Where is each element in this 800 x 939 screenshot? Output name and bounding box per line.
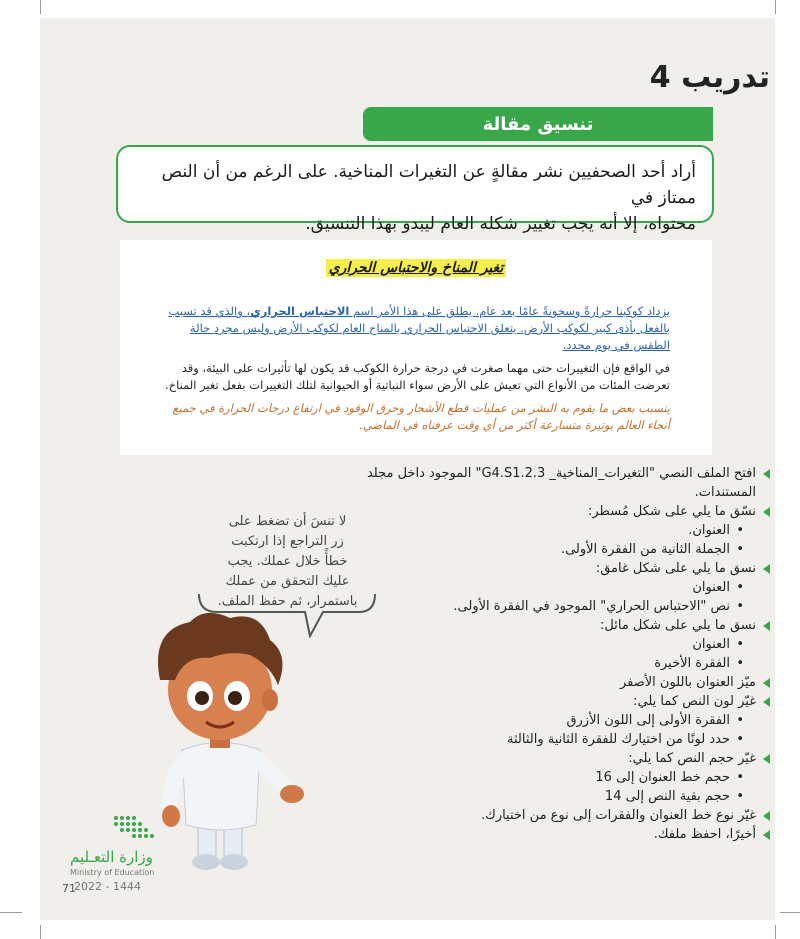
- crop-mark: [775, 0, 776, 14]
- crop-mark: [40, 925, 41, 939]
- sub-item: • حدد لونًا من اختيارك للفقرة الثانية والثالثة: [350, 730, 770, 749]
- step-item: ميّز العنوان باللون الأصفر: [350, 673, 770, 692]
- article-paragraph-3: يتسبب بعض ما يقوم به البشر من عمليات قطع الأشجار وحرق الوقود في ارتفاع درجات الحرارة في جميع أنحاء العالم بوتيرة متسارعة أكثر من أي وقت عرفناه في الماضي.: [172, 401, 670, 432]
- crop-mark: [780, 912, 800, 913]
- section-banner: تنسيق مقالة: [363, 107, 713, 141]
- step-item: نسق ما يلي على شكل مائل:: [350, 616, 770, 635]
- sub-item: • حجم بقية النص إلى 14: [350, 787, 770, 806]
- ministry-logo-arabic: وزارة التعـليم: [70, 848, 153, 866]
- sub-item: • الفقرة الأولى إلى اللون الأزرق: [350, 711, 770, 730]
- p1-part-b: ، والذي قد تسبب بالفعل بأذى كبير لكوكب الأرض.: [168, 304, 670, 335]
- page-number: 71: [62, 882, 76, 895]
- p1-part-a: يزداد كوكبنا حرارةً وسخونةً عامًا بعد عام. يطلق على هذا الأمر اسم: [349, 304, 670, 318]
- crop-mark: [775, 925, 776, 939]
- step-item: نسّق ما يلي على شكل مُسطر:: [350, 502, 770, 521]
- sub-item: • الجملة الثانية من الفقرة الأولى.: [350, 540, 770, 559]
- intro-box: [116, 145, 714, 234]
- sub-item: • حجم خط العنوان إلى 16: [350, 768, 770, 787]
- bubble-line: زر التراجع إذا ارتكبت: [231, 534, 344, 549]
- ministry-logo-icon: [110, 810, 170, 846]
- bubble-line: خطأً خلال عملك. يجب: [227, 554, 348, 569]
- article-title: تغير المناخ والاحتباس الحراري: [326, 259, 507, 277]
- article-sample: [120, 240, 712, 455]
- ministry-logo-year: 2022 - 1444: [74, 880, 141, 893]
- page-title: تدريب 4: [649, 60, 770, 95]
- step-item: افتح الملف النصي "التغيرات_المناخية_ G4.S1.2.3" الموجود داخل مجلد المستندات.: [350, 464, 770, 502]
- sub-item: • العنوان: [350, 578, 770, 597]
- article-title-wrap: [162, 260, 670, 277]
- p1-part-c: يتعلق الاحتباس الحراري بالمناخ العام لكوكب الأرض وليس مجرد حالة الطقس في يوم محدد.: [189, 321, 670, 352]
- sub-item: • العنوان.: [350, 521, 770, 540]
- sub-item: • نص "الاحتباس الحراري" الموجود في الفقرة الأولى.: [350, 597, 770, 616]
- bubble-line: لا تنسَ أن تضغط على: [228, 514, 347, 529]
- step-item: غيّر حجم النص كما يلي:: [350, 749, 770, 768]
- crop-mark: [0, 912, 22, 913]
- article-paragraph-1: [162, 303, 670, 354]
- bubble-line: باستمرار، ثم حفظ الملف.: [217, 594, 358, 609]
- crop-mark: [40, 0, 41, 14]
- bubble-text: [205, 512, 370, 612]
- sub-item: • الفقرة الأخيرة: [350, 654, 770, 673]
- ministry-logo-english: Ministry of Education: [70, 868, 155, 877]
- step-item: نسق ما يلي على شكل غامق:: [350, 559, 770, 578]
- intro-line: أراد أحد الصحفيين نشر مقالةٍ عن التغيرات المناخية. على الرغم من أن النص ممتاز في: [161, 162, 696, 208]
- article-paragraph-2: في الواقع فإن التغييرات حتى مهما صغرت في درجة حرارة الكوكب قد يكون لها تأثيرات على البيئة، وقد تعرضت المئات من الأنواع التي تعيش على الأرض سواء النباتية أو الحيوانية لتلك التغييرات بفعل تغير المناخ.: [165, 361, 670, 392]
- bubble-line: عليك التحقق من عملك: [225, 574, 350, 589]
- p1-bold: الاحتباس الحراري: [250, 304, 350, 318]
- step-item: غيّر لون النص كما يلي:: [350, 692, 770, 711]
- sub-item: • العنوان: [350, 635, 770, 654]
- intro-line: محتواه، إلا أنه يجب تغيير شكله العام ليبدو بهذا التنسيق.: [305, 214, 696, 234]
- steps-list: [350, 464, 770, 844]
- step-item: أخيرًا، احفظ ملفك.: [350, 825, 770, 844]
- step-item: غيّر نوع خط العنوان والفقرات إلى نوع من اختيارك.: [350, 806, 770, 825]
